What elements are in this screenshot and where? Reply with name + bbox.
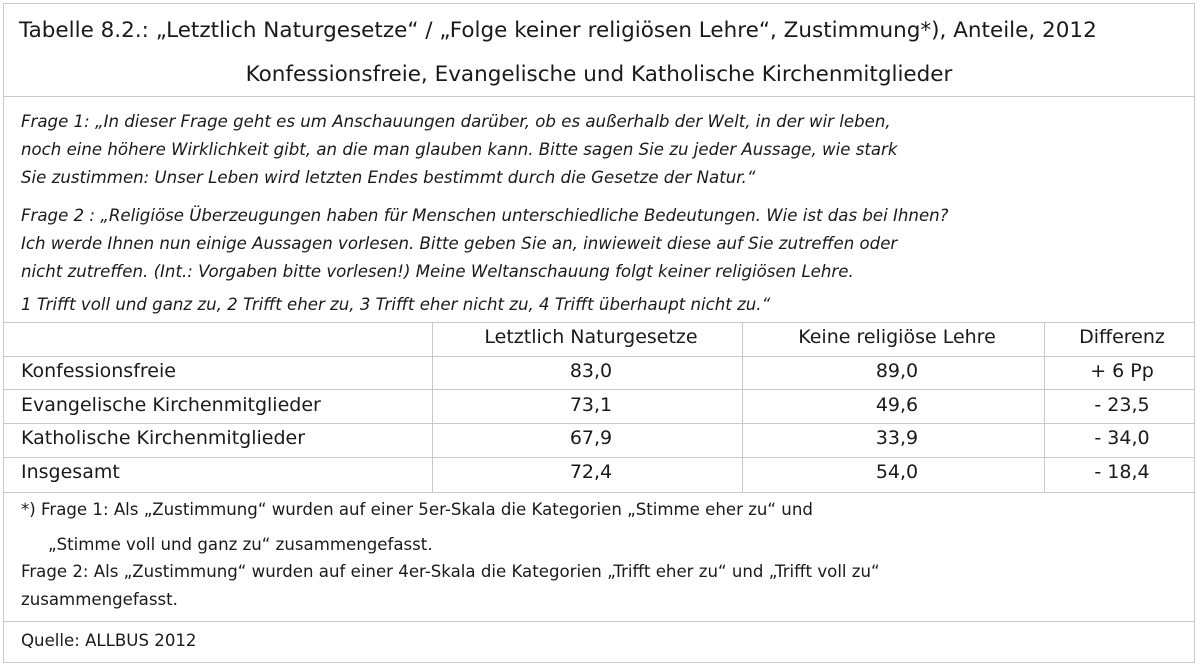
divider-title xyxy=(4,96,1194,97)
cell-value: 89,0 xyxy=(875,360,919,382)
divider-row xyxy=(4,457,1194,458)
row-label: Katholische Kirchenmitglieder xyxy=(21,427,306,449)
question-line: Frage 2 : „Religiöse Überzeugungen haben für Menschen unterschiedliche Bedeutungen. Wie ist das bei Ihnen? xyxy=(21,206,949,225)
cell-value: 54,0 xyxy=(875,461,919,483)
row-label: Konfessionsfreie xyxy=(21,360,176,382)
table-title: Tabelle 8.2.: „Letztlich Naturgesetze“ / „Folge keiner religiösen Lehre“, Zustimmung*), Anteile, 2012 xyxy=(19,18,1097,43)
answer-scale: 1 Trifft voll und ganz zu, 2 Trifft eher zu, 3 Trifft eher nicht zu, 4 Trifft überhaupt nicht zu.“ xyxy=(21,295,771,314)
cell-value: 73,1 xyxy=(569,394,613,416)
cell-value: 33,9 xyxy=(875,427,919,449)
source-note: Quelle: ALLBUS 2012 xyxy=(21,631,197,650)
cell-value: + 6 Pp xyxy=(1090,360,1154,382)
footnote-line: *) Frage 1: Als „Zustimmung“ wurden auf einer 5er-Skala die Kategorien „Stimme eher zu“ und xyxy=(21,500,813,519)
question-line: Sie zustimmen: Unser Leben wird letzten Endes bestimmt durch die Gesetze der Natur.“ xyxy=(21,168,756,187)
table-subtitle: Konfessionsfreie, Evangelische und Katholische Kirchenmitglieder xyxy=(245,62,953,87)
divider-row xyxy=(4,389,1194,390)
cell-value: 67,9 xyxy=(569,427,613,449)
row-label: Evangelische Kirchenmitglieder xyxy=(21,394,321,416)
cell-value: 83,0 xyxy=(569,360,613,382)
divider-header xyxy=(4,356,1194,357)
table-frame xyxy=(3,3,1195,663)
column-header-differenz: Differenz xyxy=(1079,326,1165,348)
question-line: Frage 1: „In dieser Frage geht es um Anschauungen darüber, ob es außerhalb der Welt, in der wir leben, xyxy=(21,112,891,131)
question-line: nicht zutreffen. (Int.: Vorgaben bitte vorlesen!) Meine Weltanschauung folgt keiner religiösen Lehre. xyxy=(21,262,854,281)
question-line: Ich werde Ihnen nun einige Aussagen vorlesen. Bitte geben Sie an, inwieweit diese auf Sie zutreffen oder xyxy=(21,234,898,253)
footnote-line: „Stimme voll und ganz zu“ zusammengefasst. xyxy=(48,535,433,554)
cell-value: - 18,4 xyxy=(1094,461,1150,483)
divider-questions xyxy=(4,322,1194,323)
cell-value: - 34,0 xyxy=(1094,427,1150,449)
question-line: noch eine höhere Wirklichkeit gibt, an die man glauben kann. Bitte sagen Sie zu jeder Aussage, wie stark xyxy=(21,140,898,159)
divider-source xyxy=(4,621,1194,622)
cell-value: - 23,5 xyxy=(1094,394,1150,416)
footnote-line: Frage 2: Als „Zustimmung“ wurden auf einer 4er-Skala die Kategorien „Trifft eher zu“ und „Trifft voll zu“ xyxy=(21,562,880,581)
divider-row xyxy=(4,423,1194,424)
column-header-keine-lehre: Keine religiöse Lehre xyxy=(798,326,996,348)
cell-value: 72,4 xyxy=(569,461,613,483)
column-divider xyxy=(432,322,433,492)
footnote-line: zusammengefasst. xyxy=(21,590,178,609)
row-label: Insgesamt xyxy=(21,461,120,483)
column-header-naturgesetze: Letztlich Naturgesetze xyxy=(484,326,698,348)
divider-table-bottom xyxy=(4,492,1194,493)
cell-value: 49,6 xyxy=(875,394,919,416)
